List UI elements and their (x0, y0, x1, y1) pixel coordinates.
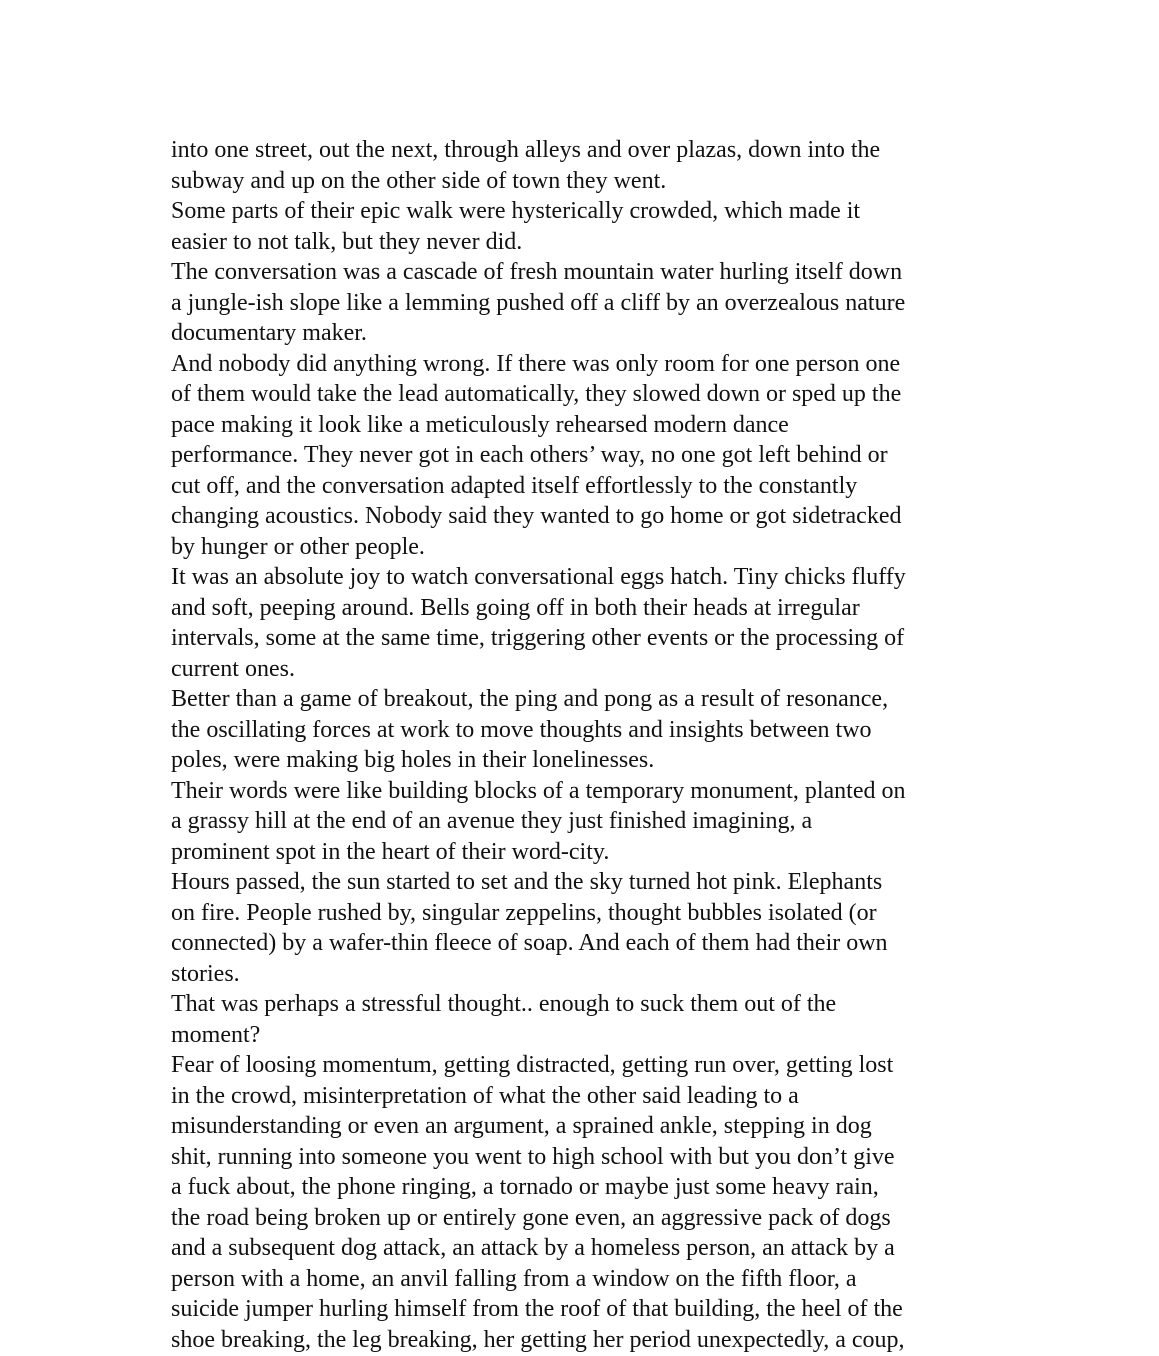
text-line: prominent spot in the heart of their word-city. (171, 838, 610, 865)
paragraph (171, 684, 1001, 776)
text-line: person with a home, an anvil falling from a window on the fifth floor, a (171, 1265, 857, 1292)
text-line: a fuck about, the phone ringing, a tornado or maybe just some heavy rain, (171, 1174, 879, 1200)
text-line: by hunger or other people. (171, 533, 425, 560)
text-line: of them would take the lead automatically, they slowed down or sped up the (171, 381, 902, 407)
text-line: stories. (171, 960, 240, 987)
text-line: current ones. (171, 655, 295, 682)
text-line: poles, were making big holes in their lonelinesses. (171, 747, 655, 773)
paragraph (171, 776, 1001, 868)
text-line: into one street, out the next, through alleys and over plazas, down into the (171, 137, 881, 163)
text-line: in the crowd, misinterpretation of what the other said leading to a (171, 1082, 799, 1109)
paragraph (171, 867, 1001, 989)
text-line: easier to not talk, but they never did. (171, 228, 523, 255)
text-line: Better than a game of breakout, the ping and pong as a result of resonance, (171, 686, 889, 712)
paragraph (171, 196, 1001, 257)
text-line: It was an absolute joy to watch conversational eggs hatch. Tiny chicks fluffy (171, 564, 906, 590)
text-line: Some parts of their epic walk were hysterically crowded, which made it (171, 198, 861, 224)
text-line: subway and up on the other side of town they went. (171, 167, 667, 194)
text-line: shoe breaking, the leg breaking, her getting her period unexpectedly, a coup, (171, 1326, 905, 1353)
paragraph (171, 1050, 1001, 1355)
text-line: Hours passed, the sun started to set and the sky turned hot pink. Elephants (171, 869, 883, 895)
text-line: changing acoustics. Nobody said they wanted to go home or got sidetracked (171, 503, 902, 529)
text-line: and soft, peeping around. Bells going off in both their heads at irregular (171, 594, 860, 621)
paragraph (171, 349, 1001, 563)
text-line: Their words were like building blocks of a temporary monument, planted on (171, 777, 906, 804)
text-line: pace making it look like a meticulously rehearsed modern dance (171, 411, 789, 438)
text-line: a jungle-ish slope like a lemming pushed off a cliff by an overzealous nature (171, 289, 906, 316)
paragraph (171, 135, 1001, 196)
text-line: shit, running into someone you went to high school with but you don’t give (171, 1143, 895, 1170)
text-line: cut off, and the conversation adapted itself effortlessly to the constantly (171, 472, 858, 499)
text-line: And nobody did anything wrong. If there was only room for one person one (171, 350, 901, 377)
paragraph (171, 562, 1001, 684)
text-line: misunderstanding or even an argument, a sprained ankle, stepping in dog (171, 1113, 872, 1139)
document-page (171, 135, 1001, 1355)
text-line: a grassy hill at the end of an avenue they just finished imagining, a (171, 808, 813, 834)
text-line: connected) by a wafer-thin fleece of soap. And each of them had their own (171, 930, 888, 956)
text-line: Fear of loosing momentum, getting distracted, getting run over, getting lost (171, 1052, 894, 1078)
text-line: performance. They never got in each others’ way, no one got left behind or (171, 442, 888, 468)
text-line: the oscillating forces at work to move thoughts and insights between two (171, 716, 872, 743)
text-line: and a subsequent dog attack, an attack by a homeless person, an attack by a (171, 1235, 895, 1261)
text-line: the road being broken up or entirely gone even, an aggressive pack of dogs (171, 1204, 891, 1231)
text-line: suicide jumper hurling himself from the roof of that building, the heel of the (171, 1296, 903, 1322)
text-line: on fire. People rushed by, singular zeppelins, thought bubbles isolated (or (171, 899, 877, 926)
text-line: The conversation was a cascade of fresh mountain water hurling itself down (171, 259, 903, 285)
text-line: documentary maker. (171, 320, 367, 346)
text-line: That was perhaps a stressful thought.. enough to suck them out of the (171, 991, 837, 1017)
paragraph (171, 989, 1001, 1050)
text-line: moment? (171, 1021, 261, 1048)
text-line: intervals, some at the same time, triggering other events or the processing of (171, 625, 905, 651)
paragraph (171, 257, 1001, 349)
